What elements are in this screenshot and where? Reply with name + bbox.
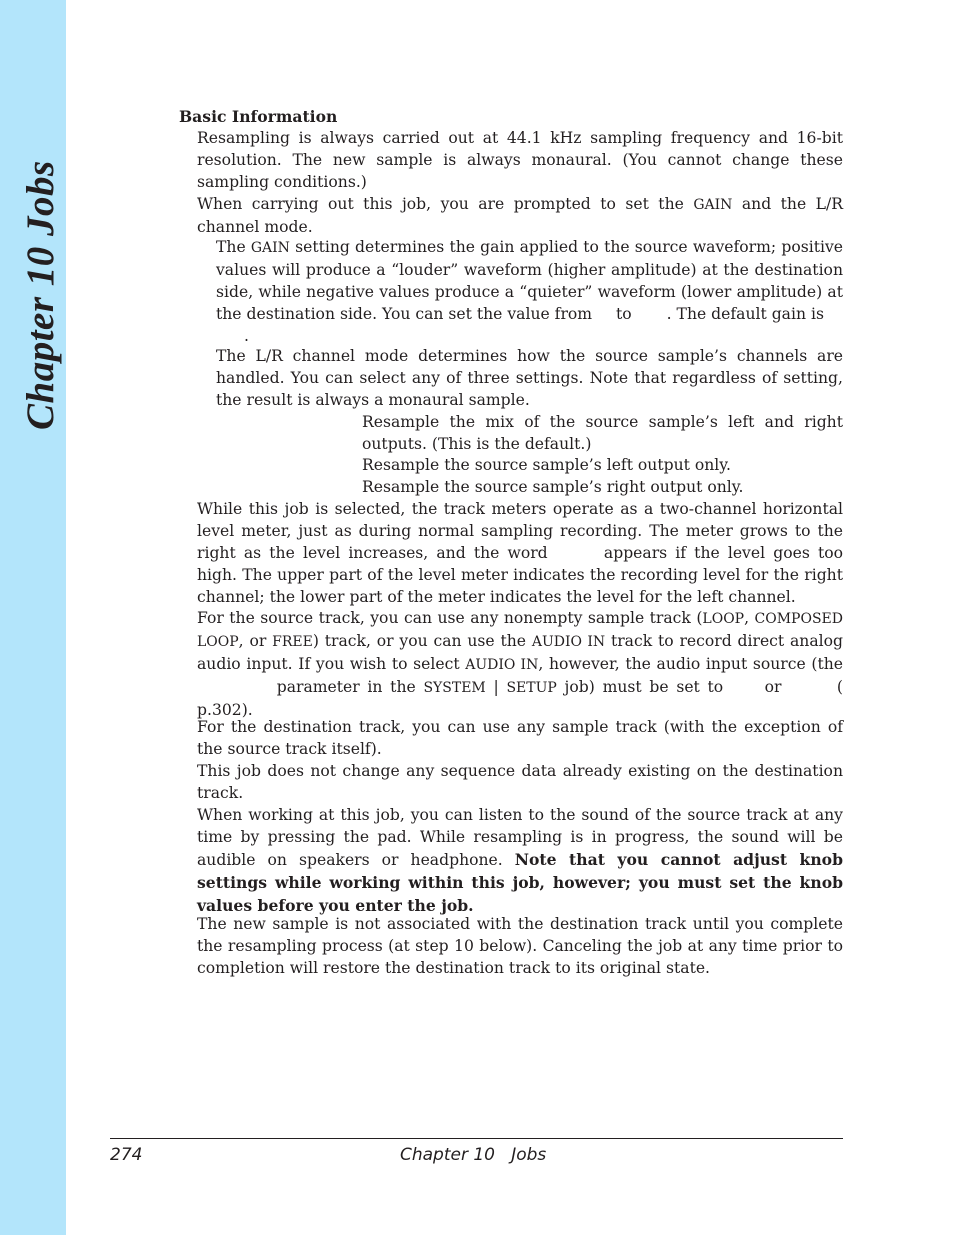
loop-term: LOOP	[702, 611, 745, 627]
paragraph-resampling-format: Resampling is always carried out at 44.1 kHz sampling frequency and 16-bit resolution. The new sample is always monaural. (You cannot change these sampling conditions.)	[197, 129, 843, 191]
chapter-side-title: Chapter 10 Jobs	[19, 160, 62, 430]
text-span: The	[216, 238, 251, 256]
section-heading: Basic Information	[179, 107, 338, 126]
text-span: parameter in the	[269, 677, 424, 696]
page-number: 274	[110, 1145, 143, 1165]
paragraph-sequence-data: This job does not change any sequence data already existing on the destination track.	[197, 762, 843, 802]
text-span: appears if the level goes too high. The upper part of the level meter indicates the recording level for the right channel; the lower part of the meter indicates the level for the left channel.	[197, 543, 843, 606]
text-span: ,	[744, 609, 755, 627]
knob-warning: Note that you cannot adjust knob settings while working within this job, however; you must set the knob values before you enter the job.	[197, 849, 843, 915]
text-span: |	[485, 677, 507, 696]
paragraph-source-track	[197, 608, 843, 722]
footer-rule	[110, 1138, 843, 1139]
text-span: track to record direct analog audio input. If you wish to select	[197, 631, 843, 673]
text-span: to	[611, 304, 637, 323]
chapter-side-tab	[0, 0, 66, 1235]
text-span: . The default gain is	[666, 304, 824, 323]
text-span: When working at this job, you can listen to the sound of the source track at any time by pressing the pad. While resampling is in progress, the sound will be audible on speakers or headphone.	[197, 806, 843, 869]
free-term: FREE	[272, 633, 313, 650]
text-span: For the source track, you can use any nonempty sample track (	[197, 609, 703, 627]
system-term: SYSTEM	[423, 679, 486, 696]
paragraph-destination-track: For the destination track, you can use any sample track (with the exception of the source track itself).	[197, 718, 843, 758]
text-span: and the L/R channel mode.	[197, 195, 843, 236]
paragraph-track-meters	[197, 499, 843, 609]
text-span: , however, the audio input source (the	[538, 654, 844, 673]
paragraph-new-sample-association: The new sample is not associated with the destination track until you complete the resampling process (at step 10 below). Canceling the job at any time prior to completion will restore the destination track to its original state.	[197, 915, 843, 977]
gain-term: GAIN	[250, 240, 290, 256]
text-span: job) must be set to	[556, 677, 731, 696]
footer-chapter-title: Chapter 10 Jobs	[400, 1145, 547, 1165]
composed-loop-term: COMPOSED LOOP	[197, 611, 843, 650]
audio-in-term: AUDIO IN	[465, 656, 539, 673]
text-span: setting determines the gain applied to the source waveform; positive values will produce a “louder” waveform (higher amplitude) at the destination side, while negative values produce a “quieter” waveform (lower amplitude) at the destination side. You can set the value from	[216, 238, 843, 323]
paragraph-prompted-settings	[197, 194, 843, 239]
text-span: , or	[238, 631, 273, 650]
option-right-description: Resample the source sample’s right output only.	[362, 478, 744, 496]
paragraph-lr-channel-mode: The L/R channel mode determines how the source sample’s channels are handled. You can select any of three settings. Note that regardless of setting, the result is always a monaural sample.	[216, 347, 843, 409]
gain-term: GAIN	[693, 197, 733, 213]
setup-term: SETUP	[506, 679, 557, 696]
text-span: When carrying out this job, you are prompted to set the	[197, 195, 694, 213]
paragraph-listen-source	[197, 805, 843, 918]
text-span: ( p.302).	[197, 677, 843, 719]
text-span: or	[756, 677, 790, 696]
text-span: While this job is selected, the track meters operate as a two-channel horizontal level meter, just as during normal sampling recording. The meter grows to the right as the level increases, and the word	[197, 500, 843, 562]
audio-in-term: AUDIO IN	[531, 633, 606, 650]
option-mix-description: Resample the mix of the source sample’s left and right outputs. (This is the default.)	[362, 413, 843, 453]
option-left-description: Resample the source sample’s left output only.	[362, 456, 731, 474]
text-span: ) track, or you can use the	[312, 631, 532, 650]
text-span: .	[244, 326, 249, 345]
paragraph-gain-setting	[216, 237, 843, 348]
